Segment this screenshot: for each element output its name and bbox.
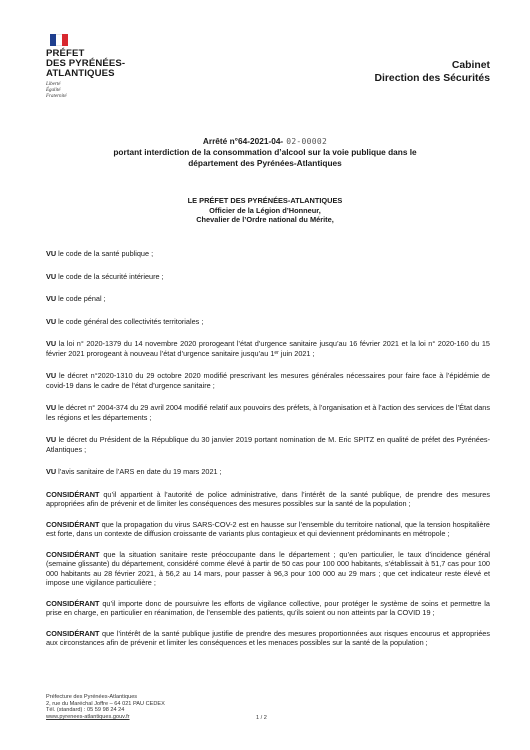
page-number: 1 / 2 bbox=[256, 715, 267, 721]
motto-egalite: Égalité bbox=[46, 88, 61, 93]
vu-paragraph: VU le décret n°2020-1310 du 29 octobre 2020 modifié prescrivant les mesures générales nécessaires pour faire face à l’épidémie de covid-19 dans le cadre de l’état d’urgence sanitaire ; bbox=[46, 371, 490, 390]
vu-paragraph: VU le code pénal ; bbox=[46, 294, 106, 303]
arrete-number-line bbox=[60, 136, 470, 147]
considerant-paragraph: CONSIDÉRANT que la propagation du virus SARS-COV-2 est en hausse sur l’ensemble du territoire national, que la tension hospitalière est forte, dans un contexte de diffusion croissante de variants plus contagieux et qui deviennent prédominants en métropole ; bbox=[46, 519, 490, 538]
authority-line-2: Officier de la Légion d’Honneur, bbox=[209, 205, 321, 215]
address-line-1: Préfecture des Pyrénées-Atlantiques bbox=[46, 694, 138, 700]
authority-line-3: Chevalier de l’Ordre national du Mérite, bbox=[196, 215, 334, 225]
service-direction: Direction des Sécurités bbox=[374, 72, 490, 84]
service-cabinet: Cabinet bbox=[451, 60, 490, 71]
address-phone: Tél. (standard) : 05 59 98 24 24 bbox=[46, 707, 125, 714]
considerant-paragraph: CONSIDÉRANT qu’il importe donc de poursuivre les efforts de vigilance collective, pour protéger le système de soins et permettre la prise en charge, en particulier en réanimation, de l’ensemble des patients, qu’ils soient ou non atteints par la COVID 19 ; bbox=[46, 598, 490, 617]
logo-line-3: ATLANTIQUES bbox=[46, 68, 115, 79]
arrete-number: Arrêté n°64-2021-04- bbox=[202, 136, 284, 146]
service-header bbox=[375, 60, 491, 85]
prefecture-address bbox=[46, 694, 165, 720]
prefecture-logo bbox=[46, 34, 156, 100]
address-line-2: 2, rue du Maréchal Joffre – 64 021 PAU CEDEX bbox=[46, 700, 165, 707]
vu-paragraph: VU le code de la sécurité intérieure ; bbox=[46, 271, 164, 281]
document-body bbox=[46, 249, 490, 659]
title-line-2: portant interdiction de la consommation d’alcool sur la voie publique dans le bbox=[113, 147, 417, 157]
considerant-paragraph: CONSIDÉRANT que la situation sanitaire reste préoccupante dans le département ; qu’en particulier, le taux d’incidence général (semaine glissante) du département, considéré comme élevé à partir de 50 cas pour 100 000 habitants, s’établissait à 51,7 cas pour 100 000 habitants au 28 février 2021, à 56,2 au 14 mars, pour passer à 96,3 pour 100 000 au 29 mars ; que cet indicateur reste élevé et impose une vigilance particulière ; bbox=[46, 549, 490, 587]
considerant-paragraph: CONSIDÉRANT qu’il appartient à l’autorité de police administrative, dans l’intérêt de la santé publique, de prendre des mesures appropriées afin de prévenir et de limiter les conséquences des mesures possibles sur la santé de la population ; bbox=[46, 489, 490, 508]
vu-paragraph: VU l’avis sanitaire de l’ARS en date du 19 mars 2021 ; bbox=[46, 467, 222, 476]
vu-paragraph: VU la loi n° 2020-1379 du 14 novembre 2020 prorogeant l’état d’urgence sanitaire jusqu’au 16 février 2021 et la loi n° 2020-160 du 15 février 2021 prorogeant à nouveau l’état d’urgence sanitaire jusqu’au 1er juin 2021 ; bbox=[46, 339, 490, 358]
vu-paragraph: VU le code de la santé publique ; bbox=[46, 249, 154, 258]
authority-block bbox=[100, 196, 430, 225]
document-title bbox=[60, 136, 470, 169]
vu-paragraph: VU le décret du Président de la République du 30 janvier 2019 portant nomination de M. Eric SPITZ en qualité de préfet des Pyrénées-Atlantiques ; bbox=[46, 435, 490, 454]
logo-line-1: PRÉFET bbox=[46, 48, 85, 59]
logo-line-2: DES PYRÉNÉES- bbox=[46, 58, 126, 69]
motto-liberte: Liberté bbox=[46, 82, 61, 87]
considerant-paragraph: CONSIDÉRANT que l’intérêt de la santé publique justifie de prendre des mesures proportionnées aux risques encourus et appropriées aux circonstances afin de prévenir et limiter les conséquences et les menaces possibles sur la santé de la population ; bbox=[46, 628, 490, 647]
vu-paragraph: VU le code général des collectivités territoriales ; bbox=[46, 316, 204, 326]
republic-motto bbox=[46, 82, 156, 100]
handwritten-number: 02-00002 bbox=[286, 137, 328, 146]
website-link[interactable]: www.pyrenees-atlantiques.gouv.fr bbox=[46, 713, 130, 720]
marianne-flag-icon bbox=[50, 34, 68, 46]
vu-paragraph: VU le décret n° 2004-374 du 29 avril 2004 modifié relatif aux pouvoirs des préfets, à l’organisation et à l’action des services de l’État dans les régions et les départements ; bbox=[46, 403, 490, 422]
title-line-3: département des Pyrénées-Atlantiques bbox=[188, 158, 342, 168]
authority-line-1: LE PRÉFET DES PYRÉNÉES-ATLANTIQUES bbox=[187, 196, 343, 205]
motto-fraternite: Fraternité bbox=[46, 94, 67, 99]
